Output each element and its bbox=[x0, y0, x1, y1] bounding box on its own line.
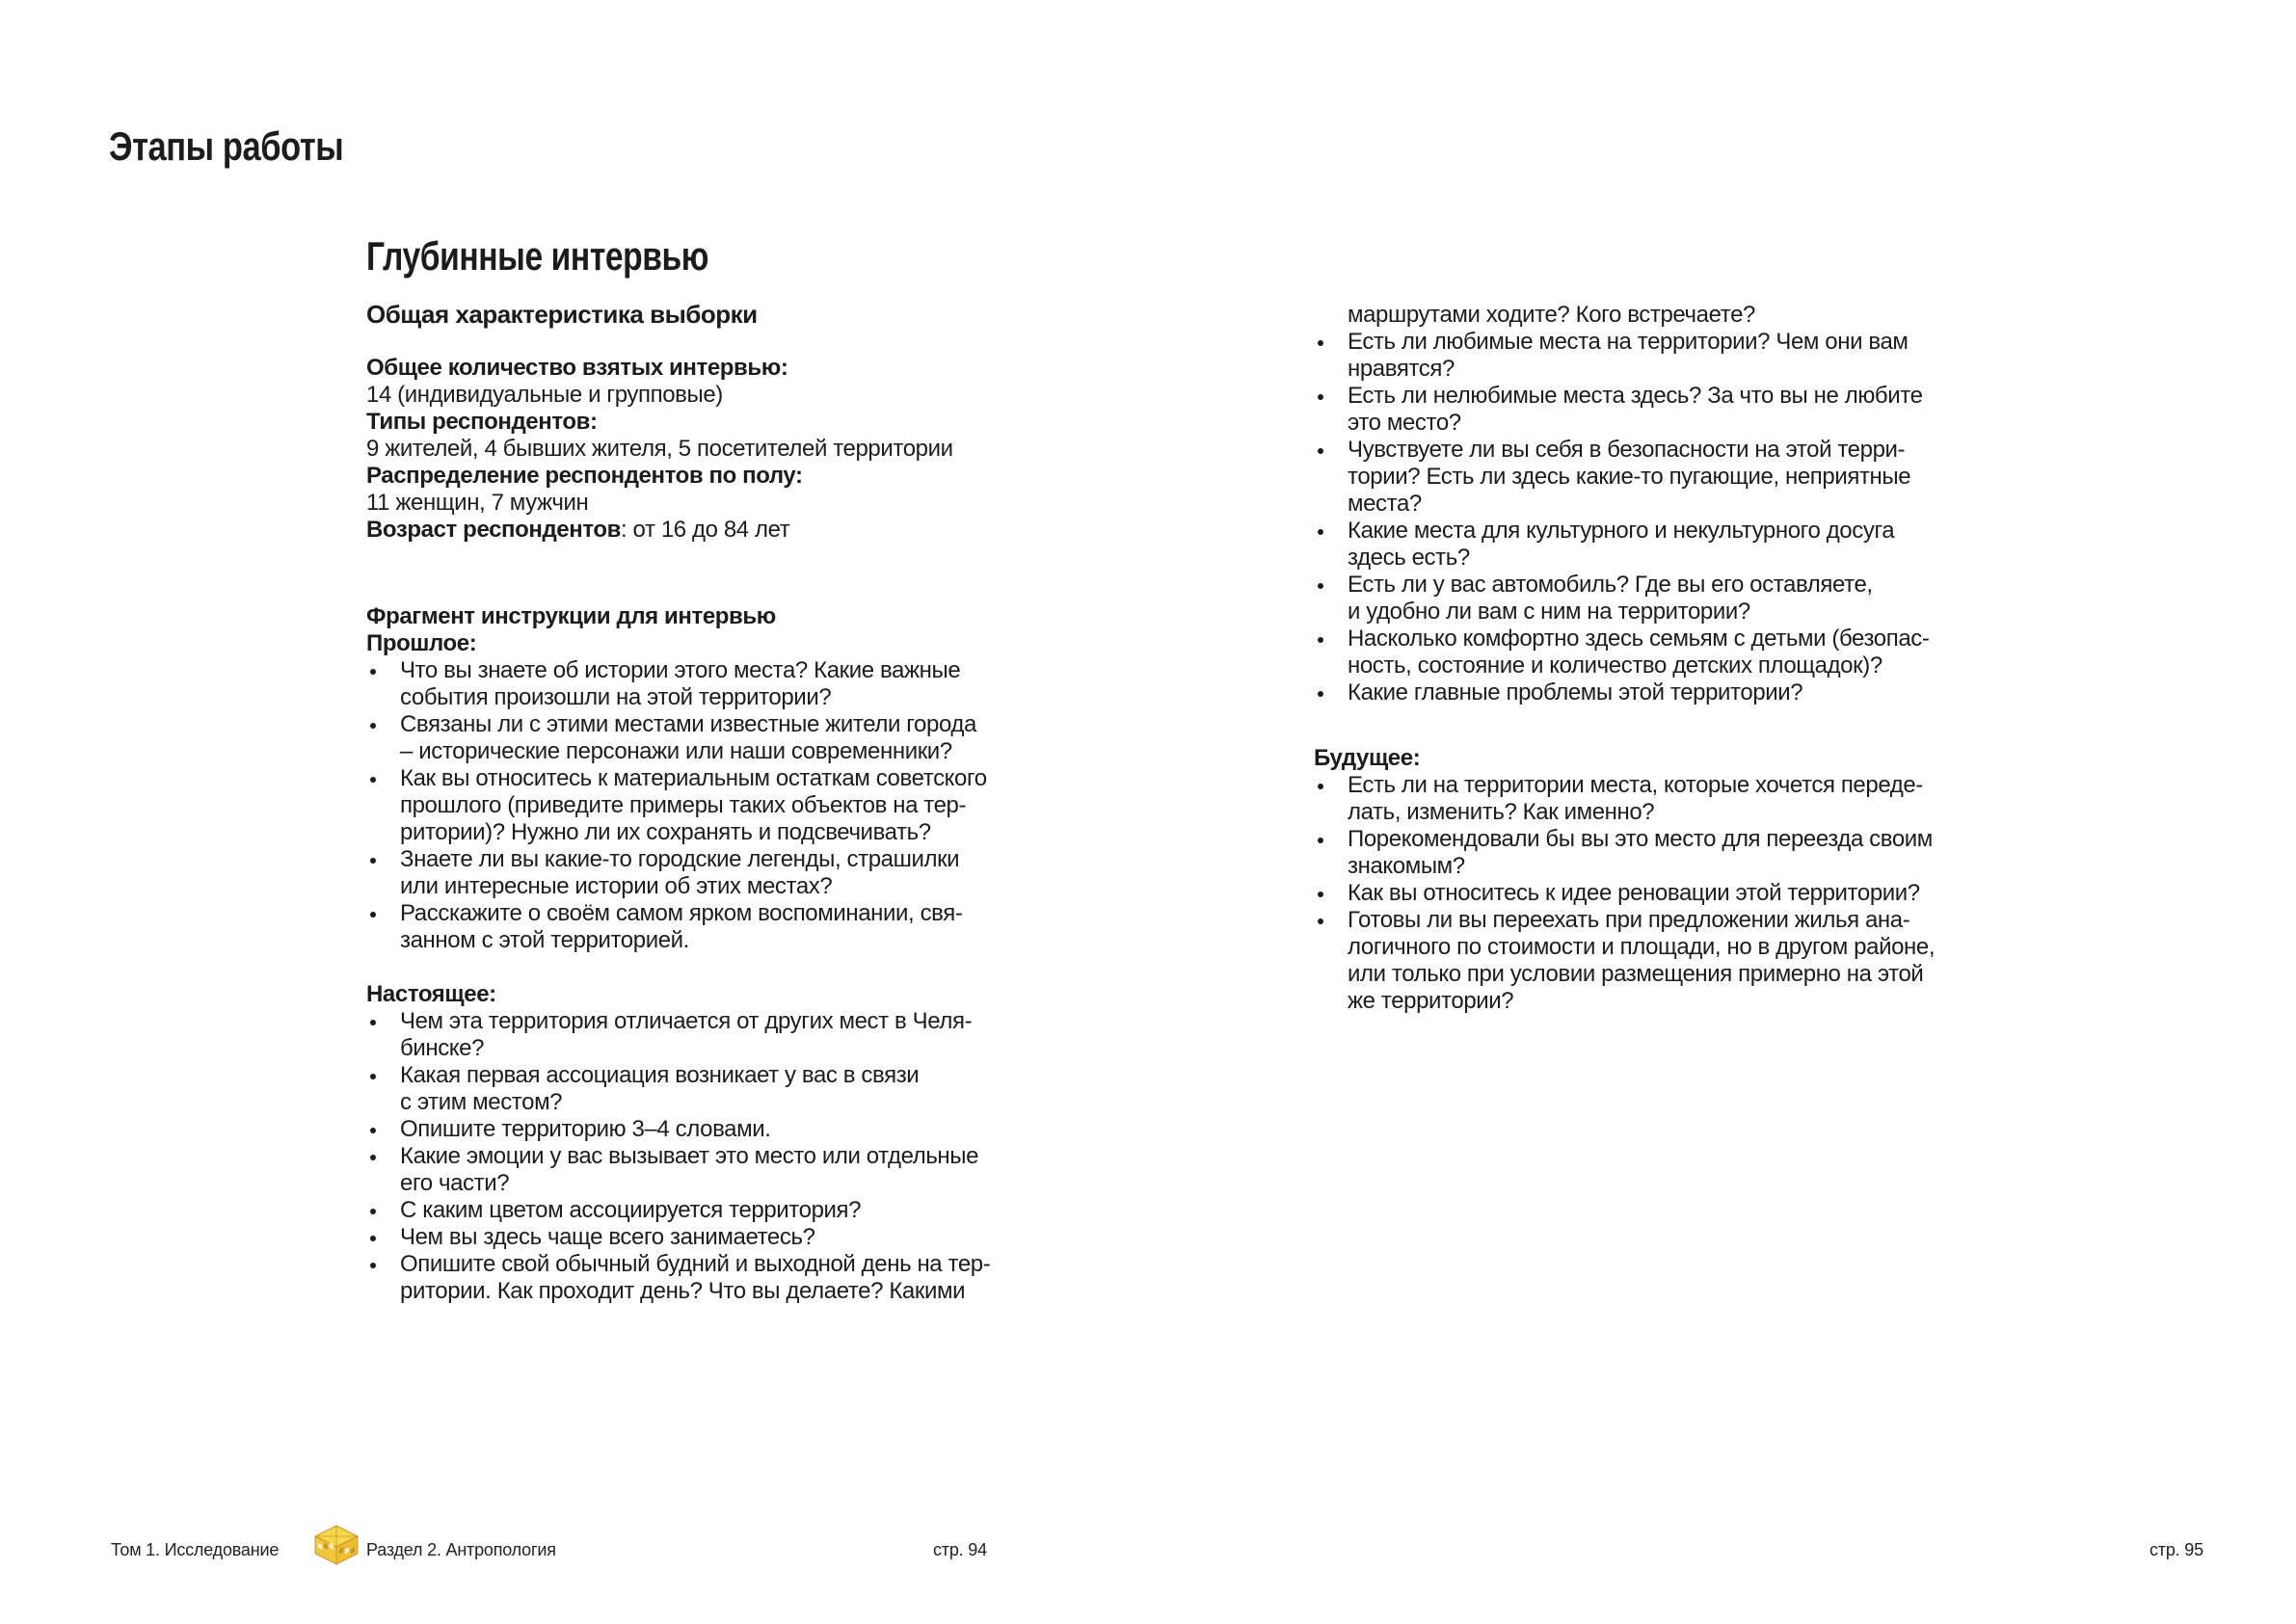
list-item bbox=[1314, 907, 2027, 1015]
list-item bbox=[366, 1116, 1022, 1143]
bullet-icon bbox=[1314, 772, 1348, 826]
list-item bbox=[1314, 437, 2027, 518]
fact-inline: Возраст респондентов: от 16 до 84 лет bbox=[366, 517, 790, 543]
continuation-line: маршрутами ходите? Кого встречаете? bbox=[1348, 302, 1755, 328]
bullet-icon bbox=[1314, 572, 1348, 626]
list-item-text: Какие эмоции у вас вызывает это место или отдельные его части? bbox=[400, 1143, 979, 1196]
footer-page-left: стр. 94 bbox=[933, 1540, 987, 1559]
footer-page-right: стр. 95 bbox=[2149, 1540, 2203, 1559]
group-title-future: Будущее: bbox=[1314, 745, 1421, 771]
list-item bbox=[1314, 679, 2027, 706]
list-item-text: Какие места для культурного и некультурного досуга здесь есть? bbox=[1348, 518, 1895, 571]
building-cube-icon bbox=[314, 1525, 359, 1572]
group-title-present: Настоящее: bbox=[366, 981, 496, 1007]
bullet-icon bbox=[366, 1224, 400, 1251]
list-item-text: Есть ли у вас автомобиль? Где вы его оставляете, и удобно ли вам с ним на территории? bbox=[1348, 572, 1873, 625]
fact-label: Возраст респондентов bbox=[366, 517, 622, 543]
fact-label: Типы респондентов: bbox=[366, 409, 598, 435]
list-item-text: С каким цветом ассоциируется территория? bbox=[400, 1197, 862, 1223]
list-item-text: Порекомендовали бы вы это место для переезда своим знакомым? bbox=[1348, 826, 1933, 879]
instruction-heading: Фрагмент инструкции для интервью bbox=[366, 603, 776, 629]
bullet-icon bbox=[1314, 880, 1348, 907]
list-item bbox=[366, 1197, 1022, 1224]
bullet-icon bbox=[1314, 679, 1348, 706]
list-item bbox=[366, 1008, 1022, 1062]
list-item bbox=[1314, 518, 2027, 572]
bullet-icon bbox=[1314, 518, 1348, 572]
list-item bbox=[366, 1224, 1022, 1251]
list-item-text: Какая первая ассоциация возникает у вас в связи с этим местом? bbox=[400, 1062, 920, 1115]
list-item bbox=[1314, 626, 2027, 679]
list-item bbox=[1314, 329, 2027, 383]
list-item bbox=[366, 765, 1022, 846]
list-item-text: Насколько комфортно здесь семьям с детьми (безопас- ность, состояние и количество детских площадок)? bbox=[1348, 626, 1930, 679]
bullet-icon bbox=[366, 765, 400, 846]
group-title-past: Прошлое: bbox=[366, 630, 477, 656]
bullet-icon bbox=[1314, 329, 1348, 383]
list-item-text: Опишите свой обычный будний и выходной день на тер- ритории. Как проходит день? Что вы делаете? Какими bbox=[400, 1251, 991, 1304]
list-item bbox=[1314, 383, 2027, 437]
list-item-text: Есть ли любимые места на территории? Чем они вам нравятся? bbox=[1348, 329, 1909, 382]
list-item bbox=[366, 900, 1022, 954]
list-item-text: Знаете ли вы какие-то городские легенды, страшилки или интересные истории об этих местах? bbox=[400, 846, 960, 899]
list-item bbox=[366, 1251, 1022, 1305]
list-item bbox=[366, 711, 1022, 765]
bullet-list-present-continued bbox=[1314, 329, 2027, 706]
footer-section: Раздел 2. Антропология bbox=[366, 1540, 556, 1559]
bullet-list-present bbox=[366, 1008, 1022, 1305]
fact-value: 11 женщин, 7 мужчин bbox=[366, 490, 589, 516]
list-item bbox=[366, 1143, 1022, 1197]
list-item bbox=[1314, 572, 2027, 626]
list-item-text: Есть ли нелюбимые места здесь? За что вы не любите это место? bbox=[1348, 383, 1923, 436]
bullet-icon bbox=[1314, 383, 1348, 437]
bullet-icon bbox=[366, 1116, 400, 1143]
list-item bbox=[1314, 826, 2027, 880]
list-item-text: Как вы относитесь к идее реновации этой территории? bbox=[1348, 880, 1920, 906]
bullet-icon bbox=[1314, 437, 1348, 518]
bullet-icon bbox=[366, 1251, 400, 1305]
list-item-text: Готовы ли вы переехать при предложении жилья ана- логичного по стоимости и площади, но в другом районе, или только при условии размещения примерно на этой же территории? bbox=[1348, 907, 1936, 1014]
footer-volume: Том 1. Исследование bbox=[111, 1540, 280, 1559]
bullet-icon bbox=[1314, 626, 1348, 679]
list-item bbox=[366, 846, 1022, 900]
bullet-icon bbox=[366, 900, 400, 954]
page-title: Этапы работы bbox=[109, 123, 344, 169]
bullet-icon bbox=[366, 657, 400, 711]
section-title: Глубинные интервью bbox=[366, 233, 709, 279]
list-item bbox=[1314, 772, 2027, 826]
list-item bbox=[366, 1062, 1022, 1116]
bullet-list-future bbox=[1314, 772, 2027, 1015]
fact-label: Общее количество взятых интервью: bbox=[366, 355, 788, 381]
bullet-icon bbox=[366, 846, 400, 900]
fact-value: 14 (индивидуальные и групповые) bbox=[366, 382, 723, 408]
bullet-icon bbox=[366, 1008, 400, 1062]
list-item bbox=[1314, 880, 2027, 907]
list-item-text: Что вы знаете об истории этого места? Какие важные события произошли на этой территории? bbox=[400, 657, 961, 710]
bullet-icon bbox=[366, 1197, 400, 1224]
list-item-text: Есть ли на территории места, которые хочется переде- лать, изменить? Как именно? bbox=[1348, 772, 1923, 825]
continuation-lines bbox=[1314, 302, 2027, 329]
bullet-icon bbox=[366, 1143, 400, 1197]
bullet-icon bbox=[1314, 907, 1348, 1015]
list-item-text: Опишите территорию 3–4 словами. bbox=[400, 1116, 771, 1142]
list-item-text: Какие главные проблемы этой территории? bbox=[1348, 679, 1803, 706]
list-item-text: Расскажите о своём самом ярком воспоминании, свя- занном с этой территорией. bbox=[400, 900, 963, 953]
list-item-text: Чем вы здесь чаще всего занимаетесь? bbox=[400, 1224, 815, 1250]
fact-label: Распределение респондентов по полу: bbox=[366, 463, 803, 489]
bullet-icon bbox=[366, 1062, 400, 1116]
bullet-icon bbox=[1314, 826, 1348, 880]
list-item bbox=[366, 657, 1022, 711]
sample-facts bbox=[366, 355, 953, 544]
bullet-icon bbox=[366, 711, 400, 765]
list-item-text: Чувствуете ли вы себя в безопасности на этой терри- тории? Есть ли здесь какие-то пугающие, неприятные места? bbox=[1348, 437, 1911, 517]
bullet-list-past bbox=[366, 657, 1022, 954]
sample-heading: Общая характеристика выборки bbox=[366, 300, 758, 329]
list-item-text: Связаны ли с этими местами известные жители города – исторические персонажи или наши современники? bbox=[400, 711, 976, 764]
list-item-text: Чем эта территория отличается от других мест в Челя- бинске? bbox=[400, 1008, 973, 1061]
fact-value: 9 жителей, 4 бывших жителя, 5 посетителей территории bbox=[366, 436, 953, 462]
list-item-text: Как вы относитесь к материальным остаткам советского прошлого (приведите примеры таких объектов на тер- ритории)? Нужно ли их сохранять и подсвечивать? bbox=[400, 765, 987, 845]
